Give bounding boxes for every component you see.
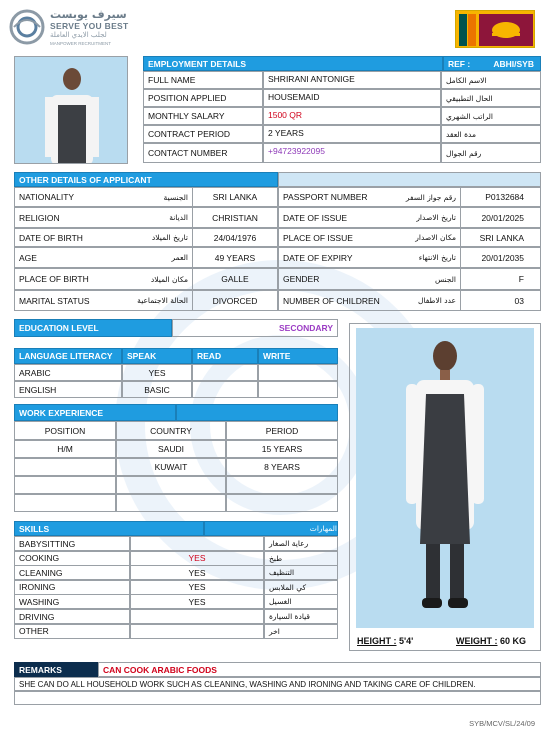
employment-value: 2 YEARS — [263, 125, 441, 143]
employment-details-header: EMPLOYMENT DETAILS — [143, 56, 443, 71]
remarks-highlight: CAN COOK ARABIC FOODS — [98, 662, 541, 677]
remarks-blank-row — [14, 691, 541, 705]
employment-label: MONTHLY SALARY — [143, 107, 263, 125]
language-write — [258, 364, 338, 381]
work-period — [226, 476, 338, 494]
other-value-2: P0132684 — [460, 187, 541, 207]
other-value: 49 YEARS — [192, 247, 278, 268]
other-label-2-ar: تاريخ الانتهاء — [418, 253, 456, 262]
skill-value — [130, 536, 264, 551]
employment-label-ar: الراتب الشهري — [441, 107, 541, 125]
work-position: H/M — [14, 440, 116, 458]
sri-lanka-flag-icon — [455, 10, 535, 48]
other-label-ar: الحالة الاجتماعية — [137, 296, 188, 305]
logo-sub-en: MANPOWER RECRUITMENT — [50, 41, 111, 46]
skill-name-ar: كي الملابس — [264, 580, 338, 595]
footer-code: SYB/MCV/SL/24/09 — [469, 719, 535, 728]
other-label-ar: العمر — [171, 253, 188, 262]
skills-header: SKILLS — [14, 521, 204, 536]
other-label-2-ar: تاريخ الاصدار — [416, 213, 456, 222]
other-value-2: F — [460, 268, 541, 290]
work-position — [14, 494, 116, 512]
skill-value — [130, 609, 264, 624]
skill-name-ar: اخر — [264, 624, 338, 639]
logo-emblem-icon — [8, 8, 46, 46]
work-experience-header-fill — [176, 404, 338, 421]
other-value: DIVORCED — [192, 290, 278, 311]
work-country: KUWAIT — [116, 458, 226, 476]
language-header: SPEAK — [122, 348, 192, 364]
work-country — [116, 494, 226, 512]
other-value: 24/04/1976 — [192, 228, 278, 247]
skill-name-ar: طبخ — [264, 551, 338, 566]
other-label: AGE — [14, 247, 192, 268]
employment-label: CONTACT NUMBER — [143, 143, 263, 163]
other-label-2-ar: رقم جواز السفر — [405, 192, 456, 202]
height-label: HEIGHT : — [357, 636, 397, 646]
remarks-text: SHE CAN DO ALL HOUSEHOLD WORK SUCH AS CLEANING, WASHING AND IRONING AND TAKING CARE OF CHILDREN. — [14, 677, 541, 691]
remarks-header: REMARKS — [14, 662, 98, 677]
other-label-2-ar: مكان الاصدار — [415, 233, 456, 242]
employment-label-ar: رقم الجوال — [441, 143, 541, 163]
weight-label: WEIGHT : — [456, 636, 498, 646]
education-level-value: SECONDARY — [172, 319, 338, 337]
height-text — [357, 636, 413, 646]
other-value-2: 20/01/2035 — [460, 247, 541, 268]
work-period: 8 YEARS — [226, 458, 338, 476]
skill-value: YES — [130, 580, 264, 595]
company-logo — [8, 8, 148, 48]
other-label: DATE OF BIRTH — [14, 228, 192, 247]
other-value-2: 20/01/2025 — [460, 207, 541, 228]
ref-value: ABHI/SYB — [493, 58, 534, 69]
language-read — [192, 381, 258, 398]
ref-label: REF : — [448, 58, 471, 69]
other-label-2: PLACE OF ISSUE — [278, 228, 460, 247]
skill-value — [130, 624, 264, 639]
other-label-2-ar: عدد الاطفال — [418, 296, 456, 305]
weight-value: 60 KG — [500, 636, 527, 646]
weight-text — [456, 636, 526, 646]
applicant-photo-small — [14, 56, 128, 164]
work-country — [116, 476, 226, 494]
skill-value: YES — [130, 594, 264, 609]
other-label-2-ar: الجنس — [434, 274, 456, 284]
other-label-2: NUMBER OF CHILDREN — [278, 290, 460, 311]
other-value: SRI LANKA — [192, 187, 278, 207]
other-label-2: DATE OF ISSUE — [278, 207, 460, 228]
work-position — [14, 458, 116, 476]
applicant-photo-large — [356, 328, 534, 628]
skill-name: BABYSITTING — [14, 536, 130, 551]
work-country: SAUDI — [116, 440, 226, 458]
work-position — [14, 476, 116, 494]
employment-label: CONTRACT PERIOD — [143, 125, 263, 143]
language-write — [258, 381, 338, 398]
employment-value: 1500 QR — [263, 107, 441, 125]
other-label-2: GENDER — [278, 268, 460, 290]
other-label-ar: تاريخ الميلاد — [151, 233, 188, 242]
skill-name: DRIVING — [14, 609, 130, 624]
applicant-figure-small-icon — [15, 57, 128, 164]
work-column-header: POSITION — [14, 421, 116, 440]
language-header: READ — [192, 348, 258, 364]
other-value: CHRISTIAN — [192, 207, 278, 228]
employment-label: POSITION APPLIED — [143, 89, 263, 107]
skill-value: YES — [130, 551, 264, 566]
skill-name-ar: رعاية الصغار — [264, 536, 338, 551]
work-column-header: PERIOD — [226, 421, 338, 440]
employment-label-ar: الحال التطبيقي — [441, 89, 541, 107]
work-column-header: COUNTRY — [116, 421, 226, 440]
other-details-header: OTHER DETAILS OF APPLICANT — [14, 172, 278, 187]
employment-value: +94723922095 — [263, 143, 441, 163]
skills-header-ar: المهارات — [204, 521, 338, 536]
applicant-figure-large-icon — [356, 328, 534, 628]
logo-sub-ar: لجلب الايدي العاملة — [50, 31, 107, 39]
skill-name: IRONING — [14, 580, 130, 595]
employment-value: HOUSEMAID — [263, 89, 441, 107]
skill-name-ar: التنظيف — [264, 565, 338, 580]
logo-name-en: SERVE YOU BEST — [50, 21, 129, 31]
language-read — [192, 364, 258, 381]
other-label: RELIGION — [14, 207, 192, 228]
language-speak: YES — [122, 364, 192, 381]
other-details-header-fill — [278, 172, 541, 187]
skill-name-ar: الغسيل — [264, 594, 338, 609]
skill-name-ar: قيادة السيارة — [264, 609, 338, 624]
other-value-2: 03 — [460, 290, 541, 311]
language-name: ARABIC — [14, 364, 122, 381]
skill-name: OTHER — [14, 624, 130, 639]
work-experience-header: WORK EXPERIENCE — [14, 404, 176, 421]
language-header: WRITE — [258, 348, 338, 364]
skill-value: YES — [130, 565, 264, 580]
height-value: 5'4' — [399, 636, 414, 646]
employment-label-ar: الاسم الكامل — [441, 71, 541, 89]
employment-label: FULL NAME — [143, 71, 263, 89]
language-name: ENGLISH — [14, 381, 122, 398]
employment-label-ar: مدة العقد — [441, 125, 541, 143]
skill-name: WASHING — [14, 594, 130, 609]
skill-name: CLEANING — [14, 565, 130, 580]
education-level-header: EDUCATION LEVEL — [14, 319, 172, 337]
other-label: PLACE OF BIRTH — [14, 268, 192, 290]
reference-header — [443, 56, 541, 71]
work-period — [226, 494, 338, 512]
other-value-2: SRI LANKA — [460, 228, 541, 247]
skill-name: COOKING — [14, 551, 130, 566]
other-label-ar: الديانة — [169, 213, 188, 222]
language-header: LANGUAGE LITERACY — [14, 348, 122, 364]
logo-name-ar: سيرف يوبست — [50, 8, 127, 21]
work-period: 15 YEARS — [226, 440, 338, 458]
language-speak: BASIC — [122, 381, 192, 398]
other-label-ar: مكان الميلاد — [150, 274, 188, 284]
other-label-ar: الجنسية — [163, 192, 188, 202]
other-label: MARITAL STATUS — [14, 290, 192, 311]
other-label-2: PASSPORT NUMBER — [278, 187, 460, 207]
other-value: GALLE — [192, 268, 278, 290]
employment-value: SHRIRANI ANTONIGE — [263, 71, 441, 89]
other-label: NATIONALITY — [14, 187, 192, 207]
other-label-2: DATE OF EXPIRY — [278, 247, 460, 268]
